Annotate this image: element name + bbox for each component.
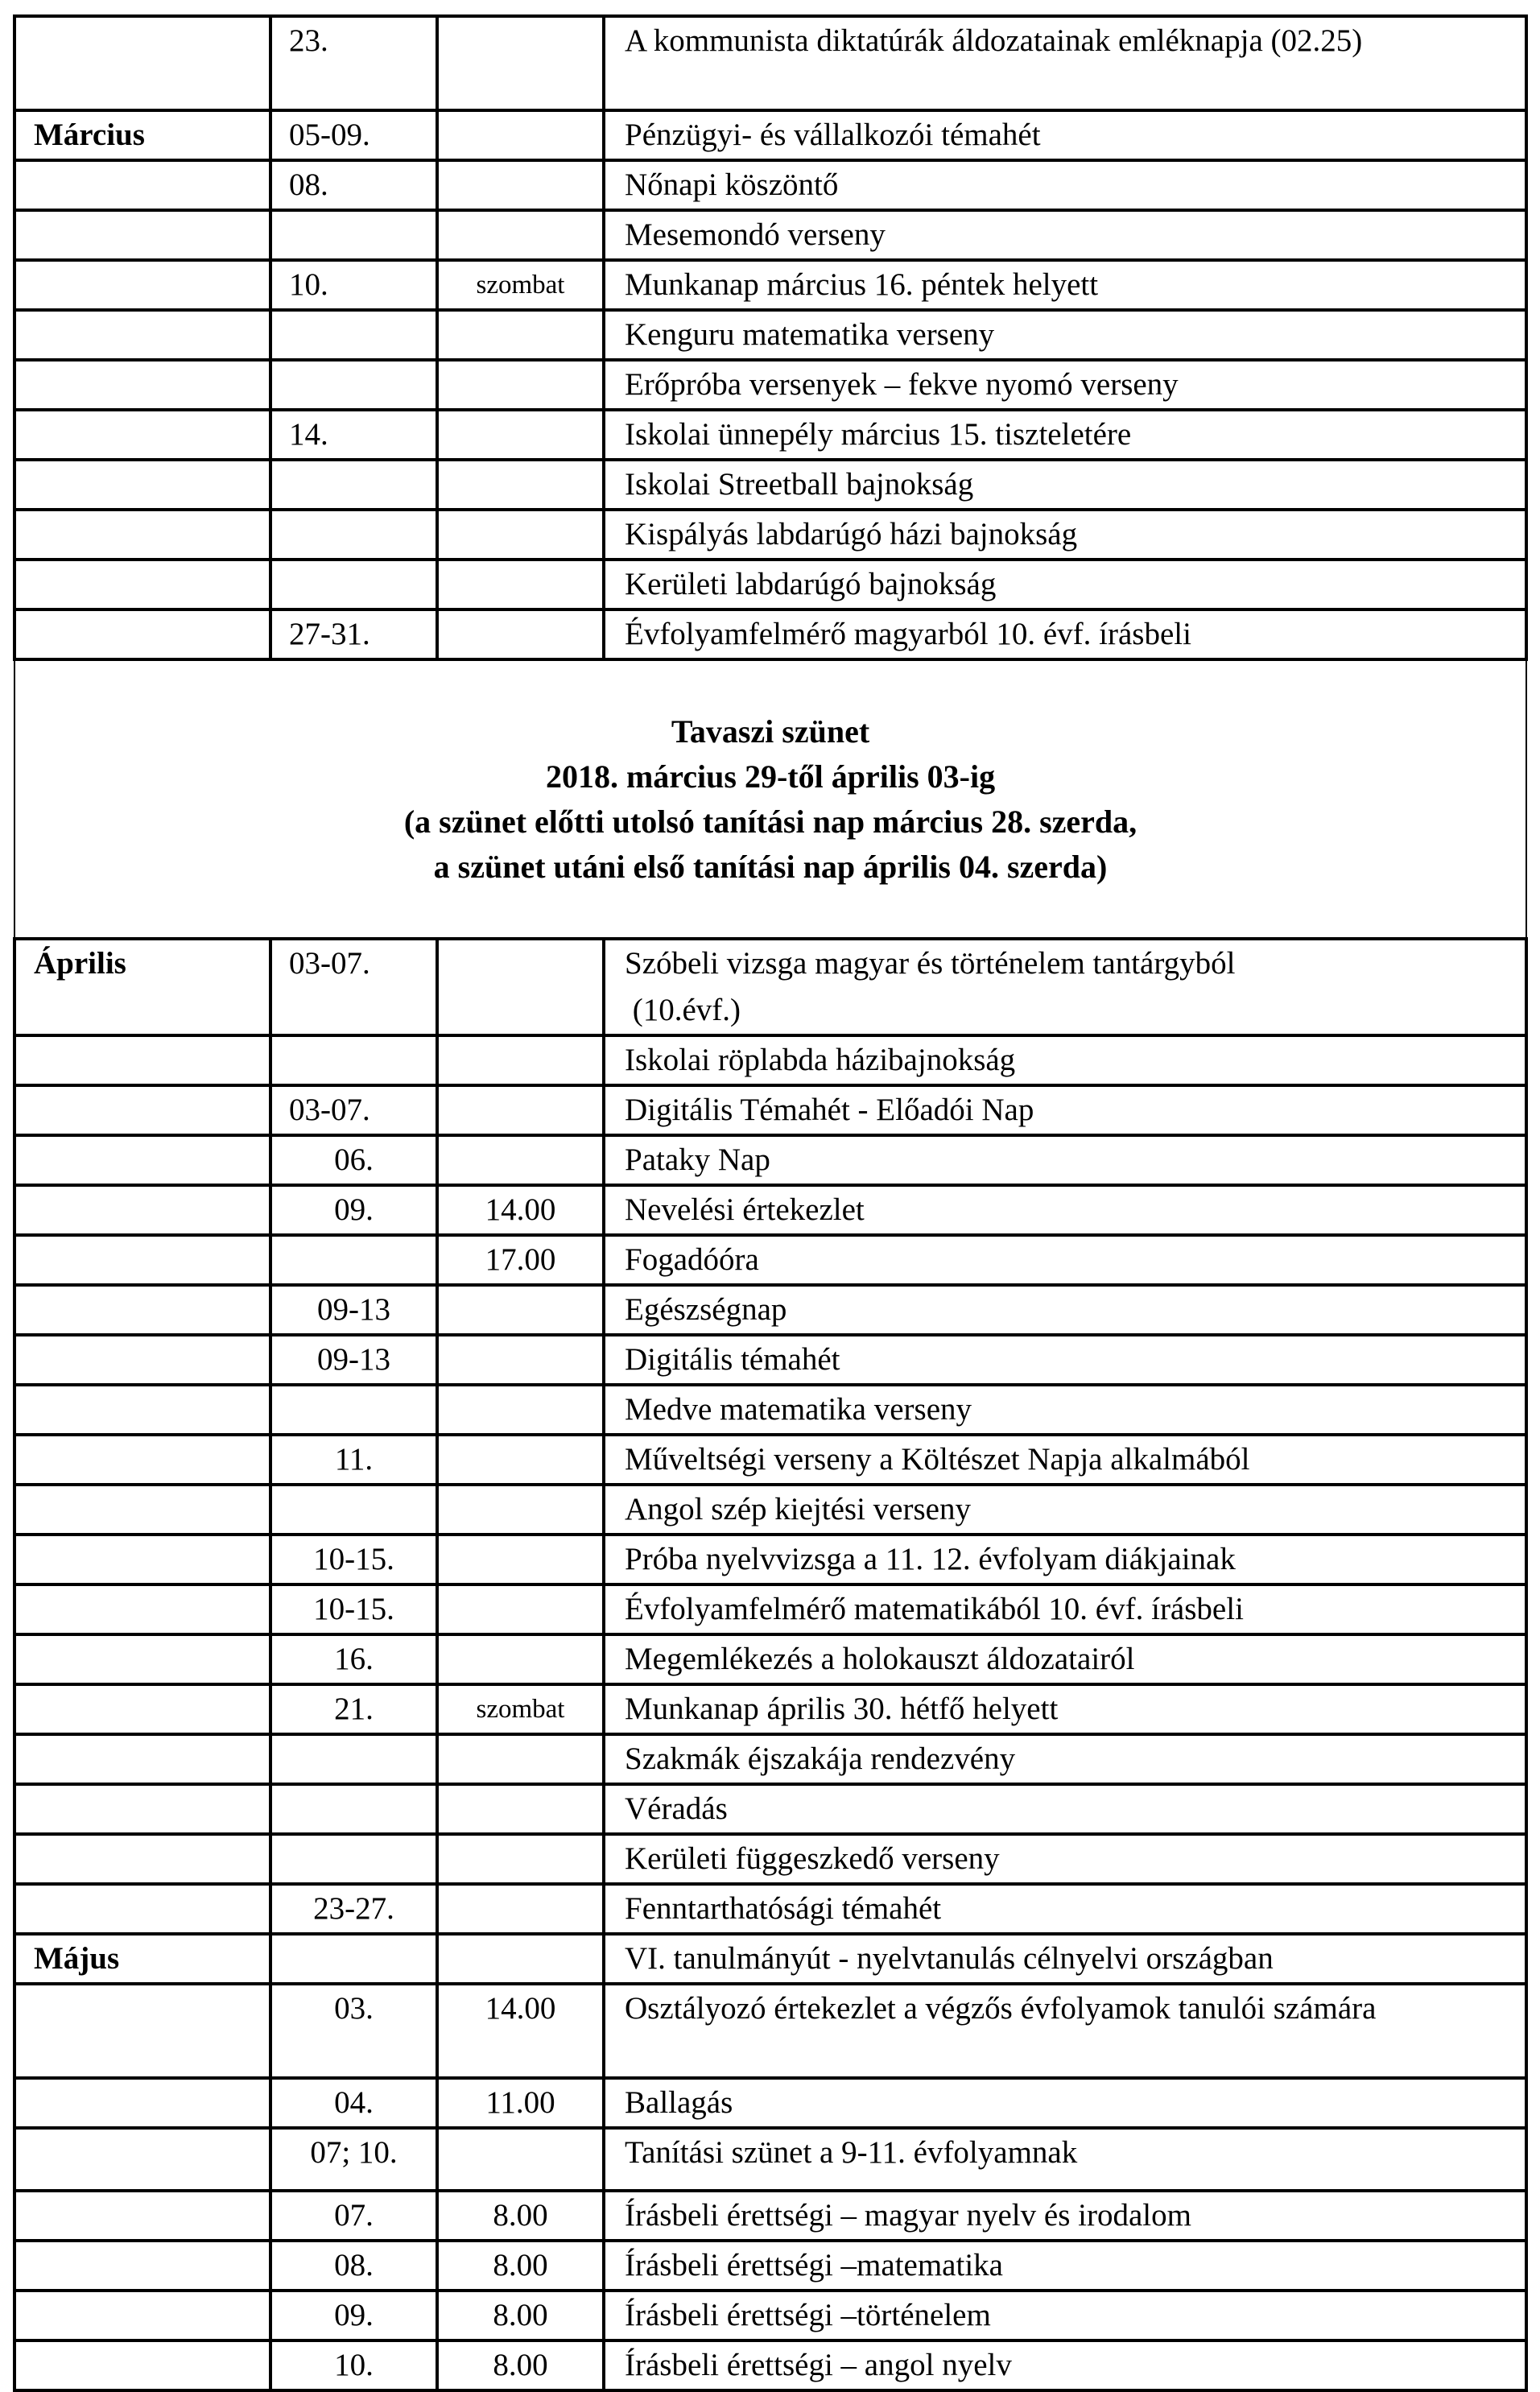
- event-cell: Kerületi függeszkedő verseny: [604, 1834, 1526, 1884]
- date-cell: 10-15.: [270, 1584, 437, 1634]
- table-row: [14, 510, 1526, 560]
- month-cell: [14, 1435, 270, 1485]
- month-cell: [14, 1584, 270, 1634]
- event-cell: Fenntarthatósági témahét: [604, 1884, 1526, 1934]
- event-cell: Mesemondó verseny: [604, 210, 1526, 260]
- date-cell: [270, 210, 437, 260]
- event-cell: Évfolyamfelmérő matematikából 10. évf. írásbeli: [604, 1584, 1526, 1634]
- date-cell: 14.: [270, 410, 437, 460]
- month-cell: [14, 1085, 270, 1135]
- table-row: [14, 1834, 1526, 1884]
- table-row: [14, 460, 1526, 510]
- date-cell: 09.: [270, 1185, 437, 1235]
- date-cell: 21.: [270, 1684, 437, 1734]
- spring-break-row: [14, 659, 1526, 939]
- time-cell: 8.00: [437, 2340, 604, 2390]
- date-cell: [270, 1385, 437, 1435]
- time-cell: [437, 1335, 604, 1385]
- time-cell: [437, 1085, 604, 1135]
- date-cell: 03-07.: [270, 939, 437, 1035]
- time-cell: 17.00: [437, 1235, 604, 1285]
- event-cell: Szakmák éjszakája rendezvény: [604, 1734, 1526, 1784]
- event-cell: Osztályozó értekezlet a végzős évfolyamok tanulói számára: [604, 1984, 1526, 2078]
- date-cell: [270, 1235, 437, 1285]
- table-row: [14, 1784, 1526, 1834]
- table-row: [14, 16, 1526, 110]
- event-cell: Kerületi labdarúgó bajnokság: [604, 560, 1526, 609]
- event-cell: Iskolai Streetball bajnokság: [604, 460, 1526, 510]
- month-cell: [14, 360, 270, 410]
- month-cell: [14, 1235, 270, 1285]
- date-cell: [270, 1734, 437, 1784]
- event-cell: Munkanap március 16. péntek helyett: [604, 260, 1526, 310]
- table-row: [14, 1634, 1526, 1684]
- table-row: [14, 1485, 1526, 1535]
- month-cell: [14, 2078, 270, 2128]
- month-cell: [14, 1734, 270, 1784]
- date-cell: [270, 1035, 437, 1085]
- time-cell: [437, 460, 604, 510]
- time-cell: [437, 609, 604, 659]
- event-cell: Kenguru matematika verseny: [604, 310, 1526, 360]
- table-row: [14, 1035, 1526, 1085]
- table-row: [14, 2241, 1526, 2291]
- event-cell: Fogadóóra: [604, 1235, 1526, 1285]
- table-row: [14, 1435, 1526, 1485]
- month-cell: [14, 510, 270, 560]
- table-row: [14, 1235, 1526, 1285]
- date-cell: [270, 460, 437, 510]
- month-cell: [14, 2340, 270, 2390]
- month-cell: [14, 560, 270, 609]
- event-cell: Erőpróba versenyek – fekve nyomó verseny: [604, 360, 1526, 410]
- time-cell: [437, 1485, 604, 1535]
- time-cell: [437, 1285, 604, 1335]
- time-cell: [437, 1934, 604, 1984]
- table-row: [14, 310, 1526, 360]
- calendar-rows-before-break: [14, 16, 1526, 659]
- time-cell: [437, 1435, 604, 1485]
- event-cell: Pataky Nap: [604, 1135, 1526, 1185]
- month-cell: [14, 2291, 270, 2340]
- date-cell: 09-13: [270, 1335, 437, 1385]
- spring-break-section: [14, 659, 1526, 939]
- month-cell: [14, 1335, 270, 1385]
- time-cell: [437, 1634, 604, 1684]
- table-row: [14, 260, 1526, 310]
- table-row: [14, 1984, 1526, 2078]
- time-cell: [437, 1734, 604, 1784]
- spring-break-title: Tavaszi szünet: [671, 713, 870, 750]
- month-cell: [14, 1285, 270, 1335]
- month-cell: Május: [14, 1934, 270, 1984]
- calendar-rows-after-break: [14, 939, 1526, 2390]
- table-row: [14, 110, 1526, 160]
- time-cell: szombat: [437, 1684, 604, 1734]
- event-cell: Próba nyelvvizsga a 11. 12. évfolyam diákjainak: [604, 1535, 1526, 1584]
- month-cell: [14, 1834, 270, 1884]
- time-cell: [437, 410, 604, 460]
- month-cell: [14, 2191, 270, 2241]
- month-cell: [14, 2241, 270, 2291]
- date-cell: 08.: [270, 160, 437, 210]
- event-cell: VI. tanulmányút - nyelvtanulás célnyelvi országban: [604, 1934, 1526, 1984]
- month-cell: [14, 310, 270, 360]
- table-row: [14, 939, 1526, 1035]
- date-cell: 06.: [270, 1135, 437, 1185]
- event-cell: Megemlékezés a holokauszt áldozatairól: [604, 1634, 1526, 1684]
- spring-break-note-line1: (a szünet előtti utolsó tanítási nap március 28. szerda,: [403, 803, 1137, 840]
- time-cell: 8.00: [437, 2291, 604, 2340]
- time-cell: [437, 1135, 604, 1185]
- month-cell: [14, 1535, 270, 1584]
- date-cell: 05-09.: [270, 110, 437, 160]
- event-cell: Iskolai ünnepély március 15. tiszteletére: [604, 410, 1526, 460]
- month-cell: [14, 2128, 270, 2191]
- month-cell: [14, 410, 270, 460]
- date-cell: 23-27.: [270, 1884, 437, 1934]
- time-cell: [437, 160, 604, 210]
- event-cell: Évfolyamfelmérő magyarból 10. évf. írásbeli: [604, 609, 1526, 659]
- table-row: [14, 1884, 1526, 1934]
- time-cell: [437, 360, 604, 410]
- event-cell: Digitális Témahét - Előadói Nap: [604, 1085, 1526, 1135]
- month-cell: [14, 160, 270, 210]
- month-cell: [14, 1135, 270, 1185]
- time-cell: [437, 210, 604, 260]
- event-cell: Írásbeli érettségi – magyar nyelv és irodalom: [604, 2191, 1526, 2241]
- date-cell: 04.: [270, 2078, 437, 2128]
- spring-break-dates: 2018. március 29-től április 03-ig: [545, 758, 996, 795]
- date-cell: 09-13: [270, 1285, 437, 1335]
- date-cell: 10-15.: [270, 1535, 437, 1584]
- time-cell: [437, 1535, 604, 1584]
- month-cell: [14, 1784, 270, 1834]
- time-cell: [437, 510, 604, 560]
- event-cell: Iskolai röplabda házibajnokság: [604, 1035, 1526, 1085]
- time-cell: [437, 560, 604, 609]
- date-cell: [270, 1934, 437, 1984]
- table-row: [14, 1335, 1526, 1385]
- table-row: [14, 1185, 1526, 1235]
- event-cell: Kispályás labdarúgó házi bajnokság: [604, 510, 1526, 560]
- time-cell: szombat: [437, 260, 604, 310]
- table-row: [14, 210, 1526, 260]
- date-cell: [270, 1784, 437, 1834]
- date-cell: 09.: [270, 2291, 437, 2340]
- date-cell: 03.: [270, 1984, 437, 2078]
- month-cell: [14, 260, 270, 310]
- event-cell: A kommunista diktatúrák áldozatainak emléknapja (02.25): [604, 16, 1526, 110]
- date-cell: [270, 310, 437, 360]
- date-cell: 08.: [270, 2241, 437, 2291]
- table-row: [14, 1934, 1526, 1984]
- table-row: [14, 1285, 1526, 1335]
- time-cell: [437, 1834, 604, 1884]
- month-cell: [14, 1684, 270, 1734]
- event-cell: Digitális témahét: [604, 1335, 1526, 1385]
- event-cell: Írásbeli érettségi –történelem: [604, 2291, 1526, 2340]
- table-row: [14, 2340, 1526, 2390]
- time-cell: [437, 310, 604, 360]
- table-row: [14, 2078, 1526, 2128]
- month-cell: [14, 1984, 270, 2078]
- time-cell: [437, 1784, 604, 1834]
- month-cell: [14, 1634, 270, 1684]
- month-cell: [14, 16, 270, 110]
- event-cell: Medve matematika verseny: [604, 1385, 1526, 1435]
- date-cell: [270, 1834, 437, 1884]
- event-cell: Véradás: [604, 1784, 1526, 1834]
- date-cell: [270, 360, 437, 410]
- time-cell: [437, 2128, 604, 2191]
- month-cell: [14, 210, 270, 260]
- date-cell: 10.: [270, 2340, 437, 2390]
- date-cell: [270, 560, 437, 609]
- time-cell: [437, 110, 604, 160]
- date-cell: 07.: [270, 2191, 437, 2241]
- table-row: [14, 410, 1526, 460]
- date-cell: 23.: [270, 16, 437, 110]
- date-cell: 16.: [270, 1634, 437, 1684]
- time-cell: [437, 1584, 604, 1634]
- event-cell: Pénzügyi- és vállalkozói témahét: [604, 110, 1526, 160]
- table-row: [14, 360, 1526, 410]
- event-cell: Ballagás: [604, 2078, 1526, 2128]
- month-cell: [14, 1385, 270, 1435]
- time-cell: [437, 1884, 604, 1934]
- time-cell: [437, 939, 604, 1035]
- event-cell: Írásbeli érettségi –matematika: [604, 2241, 1526, 2291]
- time-cell: 14.00: [437, 1185, 604, 1235]
- time-cell: [437, 1035, 604, 1085]
- table-row: [14, 2291, 1526, 2340]
- event-cell: Műveltségi verseny a Költészet Napja alkalmából: [604, 1435, 1526, 1485]
- table-row: [14, 1385, 1526, 1435]
- spring-break-cell: [14, 659, 1526, 939]
- spring-break-note-line2: a szünet utáni első tanítási nap április 04. szerda): [433, 848, 1108, 885]
- month-cell: [14, 1035, 270, 1085]
- date-cell: 11.: [270, 1435, 437, 1485]
- table-row: [14, 1535, 1526, 1584]
- month-cell: [14, 1884, 270, 1934]
- event-cell: Írásbeli érettségi – angol nyelv: [604, 2340, 1526, 2390]
- event-cell: Tanítási szünet a 9-11. évfolyamnak: [604, 2128, 1526, 2191]
- date-cell: [270, 510, 437, 560]
- date-cell: 27-31.: [270, 609, 437, 659]
- school-calendar-table: [13, 14, 1528, 2392]
- month-cell: Április: [14, 939, 270, 1035]
- table-row: [14, 2191, 1526, 2241]
- time-cell: [437, 16, 604, 110]
- time-cell: [437, 1385, 604, 1435]
- event-cell: Szóbeli vizsga magyar és történelem tantárgyból (10.évf.): [604, 939, 1526, 1035]
- table-row: [14, 1085, 1526, 1135]
- time-cell: 8.00: [437, 2241, 604, 2291]
- table-row: [14, 1584, 1526, 1634]
- event-cell: Nevelési értekezlet: [604, 1185, 1526, 1235]
- event-cell: Angol szép kiejtési verseny: [604, 1485, 1526, 1535]
- table-row: [14, 1734, 1526, 1784]
- table-row: [14, 1684, 1526, 1734]
- table-row: [14, 160, 1526, 210]
- event-cell: Munkanap április 30. hétfő helyett: [604, 1684, 1526, 1734]
- table-row: [14, 1135, 1526, 1185]
- month-cell: [14, 1485, 270, 1535]
- month-cell: [14, 460, 270, 510]
- table-row: [14, 2128, 1526, 2191]
- date-cell: 10.: [270, 260, 437, 310]
- date-cell: 07; 10.: [270, 2128, 437, 2191]
- time-cell: 14.00: [437, 1984, 604, 2078]
- month-cell: Március: [14, 110, 270, 160]
- date-cell: [270, 1485, 437, 1535]
- table-row: [14, 560, 1526, 609]
- date-cell: 03-07.: [270, 1085, 437, 1135]
- table-row: [14, 609, 1526, 659]
- time-cell: 8.00: [437, 2191, 604, 2241]
- event-cell: Egészségnap: [604, 1285, 1526, 1335]
- month-cell: [14, 609, 270, 659]
- month-cell: [14, 1185, 270, 1235]
- time-cell: 11.00: [437, 2078, 604, 2128]
- event-cell: Nőnapi köszöntő: [604, 160, 1526, 210]
